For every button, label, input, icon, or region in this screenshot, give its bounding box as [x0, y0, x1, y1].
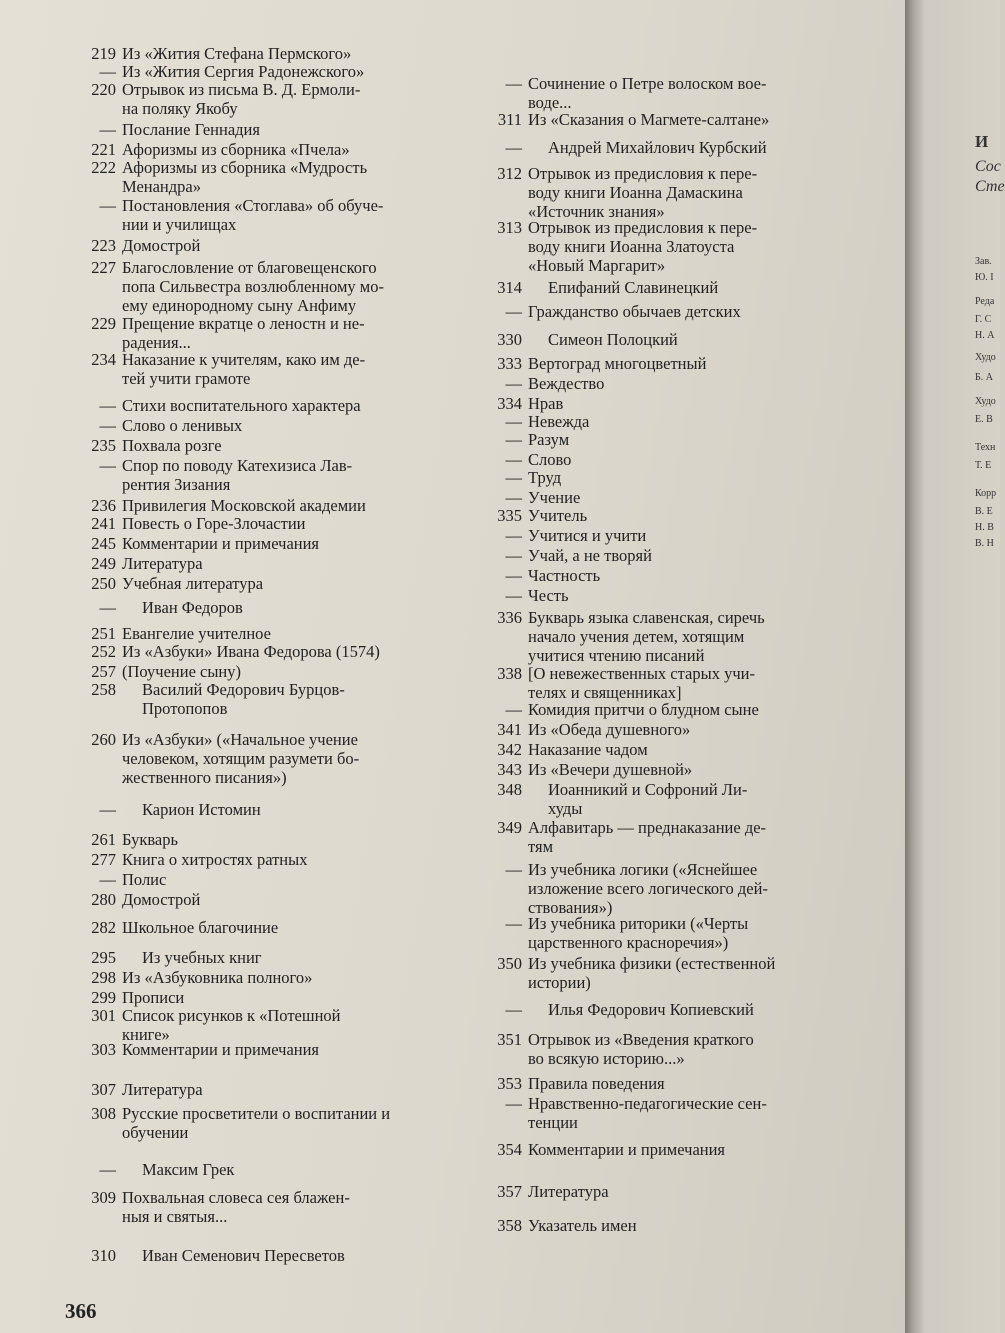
section-author-name: Иван Федоров — [142, 598, 243, 617]
toc-page-number: 313 — [497, 218, 522, 237]
toc-page-number: — — [505, 488, 522, 507]
toc-page-number: — — [99, 870, 116, 889]
toc-page-number: 299 — [91, 988, 116, 1007]
toc-page-number: 258 — [91, 680, 116, 699]
section-author-name: Карион Истомин — [142, 800, 261, 819]
toc-page-number: — — [99, 456, 116, 475]
toc-page-number: 241 — [91, 514, 116, 533]
toc-page-number: — — [99, 120, 116, 139]
toc-entry — [70, 890, 460, 909]
toc-entry — [480, 586, 845, 605]
toc-title: Литература — [122, 1080, 203, 1099]
toc-entry — [70, 574, 460, 593]
toc-page-number: 220 — [91, 80, 116, 99]
toc-entry — [480, 818, 845, 856]
toc-page-number: 277 — [91, 850, 116, 869]
section-author-name: Симеон Полоцкий — [548, 330, 678, 349]
toc-page-number: 310 — [91, 1246, 116, 1265]
toc-page-number: 234 — [91, 350, 116, 369]
toc-title: Разум — [528, 430, 570, 449]
toc-page-number: 330 — [497, 330, 522, 349]
toc-title: Честь — [528, 586, 569, 605]
toc-title: Нравственно-педагогические сен- тенции — [528, 1094, 767, 1132]
section-heading — [480, 138, 845, 157]
toc-title: Наказание чадом — [528, 740, 648, 759]
toc-title: Наказание к учителям, како им де- тей учити грамоте — [122, 350, 366, 388]
facing-page-small-line: Худо — [975, 396, 996, 407]
toc-entry — [70, 436, 460, 455]
toc-title: Из «Жития Сергия Радонежского» — [122, 62, 365, 81]
toc-entry — [70, 236, 460, 255]
toc-title: Домострой — [122, 236, 201, 255]
toc-page-number: — — [505, 450, 522, 469]
toc-page-number: 336 — [497, 608, 522, 627]
toc-page-number: — — [99, 1160, 116, 1179]
section-heading — [480, 278, 845, 297]
toc-title: Комментарии и примечания — [122, 1040, 320, 1059]
toc-title: Из «Азбуковника полного» — [122, 968, 313, 987]
toc-title: Книга о хитростях ратных — [122, 850, 308, 869]
toc-title: Литература — [528, 1182, 609, 1201]
section-author-name: Из учебных книг — [142, 948, 262, 967]
toc-title: Отрывок из письма В. Д. Ермоли- на поляку Якобу — [122, 80, 361, 118]
toc-page-number: 348 — [497, 780, 522, 799]
toc-title: Спор по поводу Катехизиса Лав- рентия Зизания — [122, 456, 353, 494]
facing-page-small-line: Корр — [975, 488, 997, 499]
toc-page-number: 312 — [497, 164, 522, 183]
toc-title: Комментарии и примечания — [122, 534, 320, 553]
toc-entry — [480, 608, 845, 665]
facing-page-small-line: Н. В — [975, 522, 994, 533]
toc-title: Из «Сказания о Магмете-салтане» — [528, 110, 770, 129]
toc-page-number: 333 — [497, 354, 522, 373]
section-heading — [480, 1000, 845, 1019]
toc-page-number: 236 — [91, 496, 116, 515]
toc-title: Стихи воспитательного характера — [122, 396, 361, 415]
toc-title: Учай, а не творяй — [528, 546, 652, 565]
toc-page-number: 334 — [497, 394, 522, 413]
toc-entry — [70, 258, 460, 315]
section-heading — [70, 800, 460, 819]
toc-entry — [480, 374, 845, 393]
toc-page-number: 229 — [91, 314, 116, 333]
toc-title: Похвальная словеса сея блажен- ныя и святыя... — [122, 1188, 350, 1226]
toc-page-number: 235 — [91, 436, 116, 455]
toc-page-number: — — [505, 412, 522, 431]
toc-entry — [70, 988, 460, 1007]
page-number: 366 — [65, 1299, 97, 1323]
toc-page-number: 282 — [91, 918, 116, 937]
toc-title: Из учебника физики (естественной истории) — [528, 954, 776, 992]
toc-page-number: 341 — [497, 720, 522, 739]
toc-entry — [70, 830, 460, 849]
toc-entry — [70, 1006, 460, 1044]
toc-title: Указатель имен — [528, 1216, 637, 1235]
toc-page-number: — — [505, 74, 522, 93]
toc-page-number: 219 — [91, 44, 116, 63]
toc-page-number: 311 — [497, 110, 522, 129]
toc-title: Комидия притчи о блудном сыне — [528, 700, 759, 719]
toc-entry — [70, 496, 460, 515]
toc-entry — [70, 534, 460, 553]
toc-page-number: 261 — [91, 830, 116, 849]
facing-page-small-line: Г. С — [975, 314, 992, 325]
toc-page-number: 350 — [497, 954, 522, 973]
toc-page-number: 342 — [497, 740, 522, 759]
toc-entry — [480, 664, 845, 702]
facing-page-big-letter: И — [975, 132, 989, 151]
toc-page-number: — — [505, 138, 522, 157]
toc-entry — [70, 80, 460, 118]
toc-title: Из учебника риторики («Черты царственного красноречия») — [528, 914, 749, 952]
toc-page-number: 250 — [91, 574, 116, 593]
facing-page-italic-line: Сос — [975, 158, 1001, 175]
toc-page-number: 252 — [91, 642, 116, 661]
toc-page-number: — — [505, 430, 522, 449]
facing-page-small-line: Б. А — [975, 372, 993, 383]
toc-entry — [480, 412, 845, 431]
toc-page-number: — — [99, 800, 116, 819]
toc-title: Правила поведения — [528, 1074, 665, 1093]
toc-title: Нрав — [528, 394, 564, 413]
toc-page-number: — — [505, 914, 522, 933]
toc-page-number: 351 — [497, 1030, 522, 1049]
toc-title: Послание Геннадия — [122, 120, 260, 139]
toc-entry — [480, 954, 845, 992]
facing-page-small-line: Н. А — [975, 330, 995, 341]
section-author-name: Илья Федорович Копиевский — [548, 1000, 754, 1019]
toc-title: Слово — [528, 450, 572, 469]
toc-page-number: — — [505, 302, 522, 321]
toc-entry — [480, 218, 845, 275]
facing-page-small-line: Т. Е — [975, 460, 992, 471]
facing-page-small-line: Техн — [975, 442, 996, 453]
toc-entry — [480, 450, 845, 469]
toc-title: Полис — [122, 870, 167, 889]
toc-title: Прещение вкратце о леностн и не- радения... — [122, 314, 365, 352]
toc-title: Из «Обеда душевного» — [528, 720, 691, 739]
toc-entry — [70, 350, 460, 388]
toc-page-number: 251 — [91, 624, 116, 643]
toc-page-number: 249 — [91, 554, 116, 573]
toc-page-number: — — [99, 598, 116, 617]
toc-entry — [480, 302, 845, 321]
toc-page-number: 358 — [497, 1216, 522, 1235]
toc-title: Учебная литература — [122, 574, 264, 593]
facing-page-small-line: Ю. I — [975, 272, 994, 283]
facing-page-small-line: Худо — [975, 352, 996, 363]
toc-page-number: — — [505, 468, 522, 487]
toc-title: Веждество — [528, 374, 605, 393]
toc-entry — [480, 1140, 845, 1159]
facing-page-italic-line: Сте — [975, 178, 1005, 195]
toc-title: Прописи — [122, 988, 185, 1007]
toc-entry — [70, 1080, 460, 1099]
toc-page-number: 354 — [497, 1140, 522, 1159]
toc-entry — [480, 468, 845, 487]
toc-entry — [70, 196, 460, 234]
toc-entry — [480, 740, 845, 759]
toc-page-number: 335 — [497, 506, 522, 525]
section-heading — [480, 330, 845, 349]
toc-page-number: — — [505, 1000, 522, 1019]
toc-page-number: 260 — [91, 730, 116, 749]
toc-title: Учитель — [528, 506, 588, 525]
toc-entry — [70, 456, 460, 494]
toc-page-number: 301 — [91, 1006, 116, 1025]
section-author-name: Андрей Михайлович Курбский — [548, 138, 767, 157]
facing-page-small-line: Зав. — [975, 256, 992, 267]
toc-entry — [70, 870, 460, 889]
toc-title: Комментарии и примечания — [528, 1140, 726, 1159]
facing-page-small-line: Реда — [975, 296, 995, 307]
toc-page-number: — — [505, 1094, 522, 1113]
toc-page-number: — — [505, 860, 522, 879]
toc-entry — [480, 860, 845, 917]
toc-title: Сочинение о Петре волоском вое- воде... — [528, 74, 767, 112]
toc-page-number: 221 — [91, 140, 116, 159]
toc-page-number: 257 — [91, 662, 116, 681]
toc-title: Учитися и учити — [528, 526, 647, 545]
toc-entry — [70, 624, 460, 643]
toc-entry — [70, 662, 460, 681]
toc-title: Труд — [528, 468, 562, 487]
facing-page-small-line: Е. В — [975, 414, 993, 425]
toc-title: [О невежественных старых учи- телях и священниках] — [528, 664, 755, 702]
facing-page-small-line: В. Е — [975, 506, 993, 517]
section-author-name: Иоанникий и Софроний Ли- худы — [548, 780, 748, 818]
toc-entry — [480, 760, 845, 779]
toc-page-number: 309 — [91, 1188, 116, 1207]
section-heading — [70, 1246, 460, 1265]
toc-title: Отрывок из «Введения краткого во всякую историю...» — [528, 1030, 754, 1068]
toc-title: Букварь — [122, 830, 179, 849]
toc-page-number: 349 — [497, 818, 522, 837]
toc-title: Вертоград многоцветный — [528, 354, 707, 373]
toc-entry — [480, 394, 845, 413]
toc-entry — [480, 488, 845, 507]
toc-entry — [70, 140, 460, 159]
toc-entry — [70, 416, 460, 435]
toc-page-number: 314 — [497, 278, 522, 297]
toc-title: Отрывок из предисловия к пере- воду книги Иоанна Дамаскина «Источник знания» — [528, 164, 758, 221]
toc-entry — [480, 110, 845, 129]
section-author-name: Иван Семенович Пересветов — [142, 1246, 345, 1265]
section-heading — [480, 780, 845, 818]
toc-title: Список рисунков к «Потешной книге» — [122, 1006, 341, 1044]
toc-page-number: 303 — [91, 1040, 116, 1059]
toc-entry — [480, 1094, 845, 1132]
toc-entry — [480, 1216, 845, 1235]
toc-entry — [480, 506, 845, 525]
toc-title: Из «Вечери душевной» — [528, 760, 693, 779]
toc-page-number: 245 — [91, 534, 116, 553]
toc-entry — [480, 164, 845, 221]
toc-entry — [480, 430, 845, 449]
toc-title: Слово о ленивых — [122, 416, 243, 435]
section-heading — [70, 948, 460, 967]
toc-page-number: 280 — [91, 890, 116, 909]
section-author-name: Максим Грек — [142, 1160, 235, 1179]
toc-page-number: — — [505, 374, 522, 393]
toc-entry — [70, 1040, 460, 1059]
toc-entry — [480, 526, 845, 545]
toc-title: Русские просветители о воспитании и обучении — [122, 1104, 391, 1142]
toc-page-number: — — [99, 396, 116, 415]
toc-title: Отрывок из предисловия к пере- воду книги Иоанна Златоуста «Новый Маргарит» — [528, 218, 758, 275]
toc-entry — [480, 700, 845, 719]
toc-title: Из «Жития Стефана Пермского» — [122, 44, 352, 63]
toc-title: Евангелие учителное — [122, 624, 271, 643]
toc-title: Литература — [122, 554, 203, 573]
toc-page-number: 338 — [497, 664, 522, 683]
toc-title: Алфавитарь — преднаказание де- тям — [528, 818, 767, 856]
toc-title: Афоризмы из сборника «Мудрость Менандра» — [122, 158, 368, 196]
toc-page-number: 223 — [91, 236, 116, 255]
section-heading — [70, 680, 460, 718]
toc-title: Благословление от благовещенского попа Сильвестра возлюбленному мо- ему единородному сыну Анфиму — [122, 258, 384, 315]
toc-page-number: — — [505, 546, 522, 565]
toc-title: Из учебника логики («Яснейшее изложение всего логического дей- ствования») — [528, 860, 768, 917]
toc-title: Привилегия Московской академии — [122, 496, 366, 515]
toc-page-number: — — [505, 586, 522, 605]
toc-title: Афоризмы из сборника «Пчела» — [122, 140, 350, 159]
section-heading — [70, 1160, 460, 1179]
toc-title: Постановления «Стоглава» об обуче- нии и училищах — [122, 196, 384, 234]
toc-title: Из «Азбуки» Ивана Федорова (1574) — [122, 642, 380, 661]
toc-entry — [70, 314, 460, 352]
toc-entry — [70, 396, 460, 415]
toc-page-number: 222 — [91, 158, 116, 177]
toc-entry — [480, 354, 845, 373]
toc-entry — [480, 720, 845, 739]
toc-entry — [480, 546, 845, 565]
section-author-name: Василий Федорович Бурцов- Протопопов — [142, 680, 345, 718]
toc-title: (Поучение сыну) — [122, 662, 241, 681]
toc-entry — [480, 1030, 845, 1068]
toc-page-number: — — [505, 566, 522, 585]
toc-page-number: 357 — [497, 1182, 522, 1201]
toc-page-number: — — [99, 196, 116, 215]
toc-title: Домострой — [122, 890, 201, 909]
toc-page-number: — — [505, 700, 522, 719]
toc-entry — [70, 514, 460, 533]
facing-page-small-line: В. Н — [975, 538, 994, 549]
toc-page-number: 227 — [91, 258, 116, 277]
toc-title: Учение — [528, 488, 581, 507]
toc-entry — [70, 44, 460, 63]
toc-entry — [480, 1182, 845, 1201]
toc-title: Школьное благочиние — [122, 918, 279, 937]
toc-page-number: 353 — [497, 1074, 522, 1093]
toc-entry — [480, 74, 845, 112]
section-author-name: Епифаний Славинецкий — [548, 278, 719, 297]
toc-entry — [70, 968, 460, 987]
toc-entry — [70, 642, 460, 661]
toc-page-number: — — [505, 526, 522, 545]
toc-page-number: 343 — [497, 760, 522, 779]
toc-page-number: — — [99, 62, 116, 81]
toc-page-number: 308 — [91, 1104, 116, 1123]
toc-entry — [480, 1074, 845, 1093]
toc-entry — [480, 914, 845, 952]
toc-title: Букварь языка славенская, сиречь начало учения детем, хотящим учитися чтению писаний — [528, 608, 765, 665]
toc-entry — [70, 554, 460, 573]
toc-title: Частность — [528, 566, 601, 585]
toc-entry — [70, 1188, 460, 1226]
toc-entry — [70, 918, 460, 937]
toc-entry — [70, 850, 460, 869]
toc-page-number: 298 — [91, 968, 116, 987]
toc-entry — [480, 566, 845, 585]
toc-entry — [70, 62, 460, 81]
toc-title: Из «Азбуки» («Начальное учение человеком, хотящим разумети бо- жественного писания») — [122, 730, 360, 787]
facing-page-edge — [905, 0, 1005, 1333]
toc-entry — [70, 730, 460, 787]
toc-page-number: 295 — [91, 948, 116, 967]
toc-page-number: 307 — [91, 1080, 116, 1099]
toc-title: Гражданство обычаев детских — [528, 302, 741, 321]
toc-title: Невежда — [528, 412, 590, 431]
toc-title: Похвала розге — [122, 436, 222, 455]
toc-entry — [70, 1104, 460, 1142]
toc-entry — [70, 158, 460, 196]
toc-title: Повесть о Горе-Злочастии — [122, 514, 306, 533]
section-heading — [70, 598, 460, 617]
toc-entry — [70, 120, 460, 139]
toc-page-number: — — [99, 416, 116, 435]
